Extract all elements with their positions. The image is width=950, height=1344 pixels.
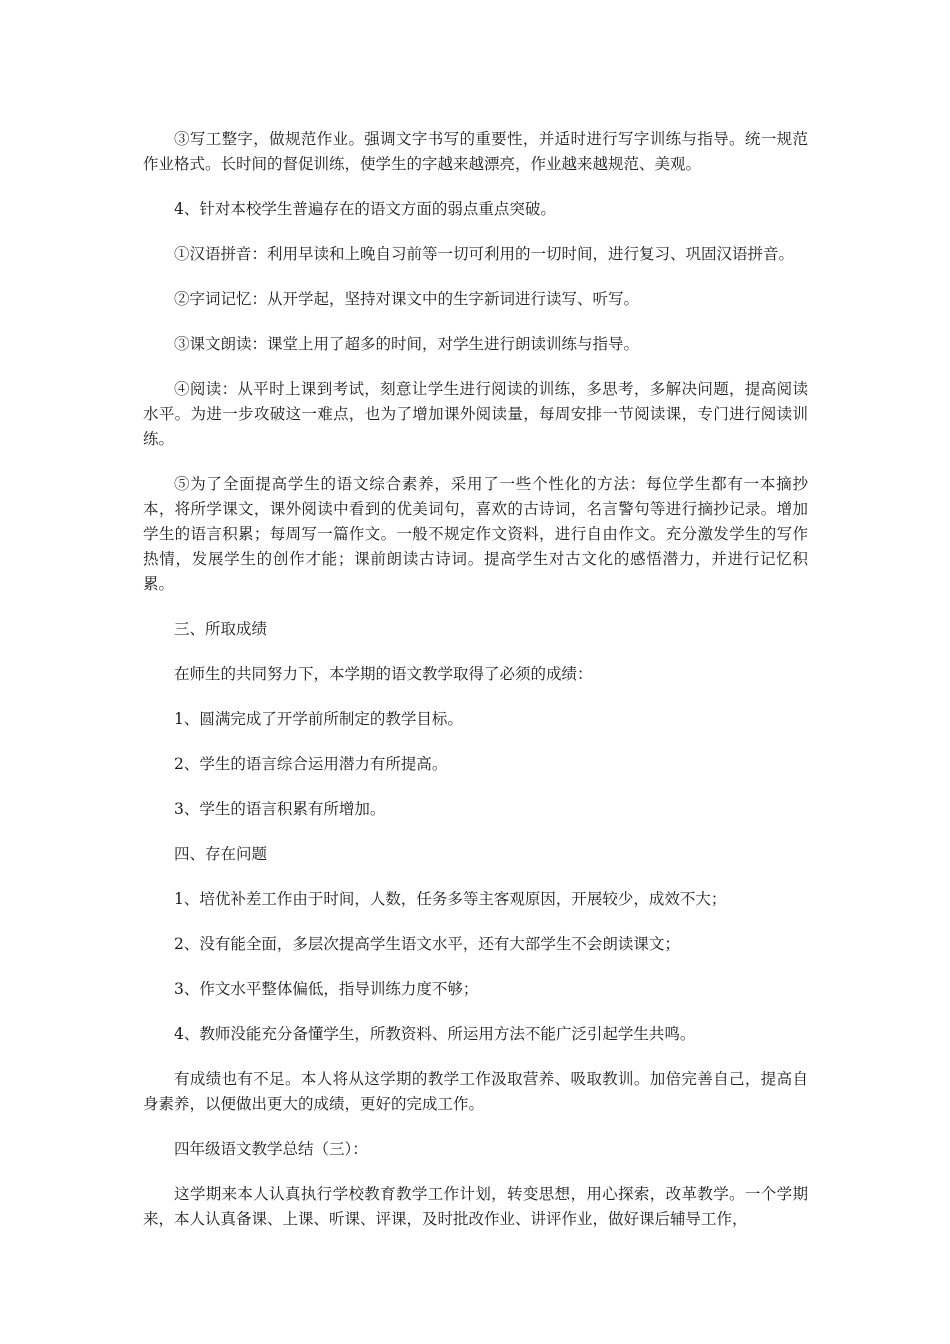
list-item-problem-2: 2、没有能全面，多层次提高学生语文水平，还有大部学生不会朗读课文；: [174, 935, 680, 953]
paragraph-literacy-methods: ⑤为了全面提高学生的语文综合素养，采用了一些个性化的方法：每位学生都有一本摘抄本，将所学课文，课外阅读中看到的优美词句，喜欢的古诗词，名言警句等进行摘抄记录。增加学生的语言积累；每周写一篇作文。一般不规定作文资料，进行自由作文。充分激发学生的写作热情，发展学生的创作才能；课前朗读古诗词。提高学生对古文化的感悟潜力，并进行记忆积累。: [143, 475, 808, 593]
paragraph-vocabulary: ②字词记忆：从开学起，坚持对课文中的生字新词进行读写、听写。: [174, 290, 640, 308]
paragraph-conclusion: 有成绩也有不足。本人将从这学期的教学工作汲取营养、吸取教训。加倍完善自己，提高自身素养，以便做出更大的成绩，更好的完成工作。: [143, 1070, 808, 1113]
list-item-achievement-3: 3、学生的语言积累有所增加。: [174, 800, 386, 818]
list-item-problem-1: 1、培优补差工作由于时间，人数，任务多等主客观原因，开展较少，成效不大；: [174, 890, 727, 908]
list-item-achievement-1: 1、圆满完成了开学前所制定的教学目标。: [174, 710, 463, 728]
paragraph-reading-training: ④阅读：从平时上课到考试，刻意让学生进行阅读的训练，多思考，多解决问题，提高阅读水平。为进一步攻破这一难点，也为了增加课外阅读量，每周安排一节阅读课，专门进行阅读训练。: [143, 380, 808, 448]
paragraph-summary-three-intro: 这学期来本人认真执行学校教育教学工作计划，转变思想，用心探索，改革教学。一个学期来，本人认真备课、上课、听课、评课，及时批改作业、讲评作业，做好课后辅导工作，: [143, 1185, 808, 1228]
list-item-problem-4: 4、教师没能充分备懂学生，所教资料、所运用方法不能广泛引起学生共鸣。: [174, 1025, 696, 1043]
section-heading-problems: 四、存在问题: [174, 845, 268, 863]
paragraph-text-reading: ③课文朗读：课堂上用了超多的时间，对学生进行朗读训练与指导。: [174, 335, 640, 353]
section-heading-achievements: 三、所取成绩: [174, 620, 268, 638]
document-body: [143, 127, 808, 1252]
paragraph-weakness-breakthrough: 4、针对本校学生普遍存在的语文方面的弱点重点突破。: [174, 200, 556, 218]
section-heading-summary-three: 四年级语文教学总结（三）：: [174, 1140, 368, 1158]
paragraph-pinyin: ①汉语拼音：利用早读和上晚自习前等一切可利用的一切时间，进行复习、巩固汉语拼音。: [174, 245, 795, 263]
list-item-achievement-2: 2、学生的语言综合运用潜力有所提高。: [174, 755, 448, 773]
paragraph-achievements-intro: 在师生的共同努力下，本学期的语文教学取得了必须的成绩：: [174, 665, 593, 683]
paragraph-writing-neatly: ③写工整字，做规范作业。强调文字书写的重要性，并适时进行写字训练与指导。统一规范作业格式。长时间的督促训练，使学生的字越来越漂亮，作业越来越规范、美观。: [143, 130, 808, 173]
list-item-problem-3: 3、作文水平整体偏低，指导训练力度不够；: [174, 980, 479, 998]
